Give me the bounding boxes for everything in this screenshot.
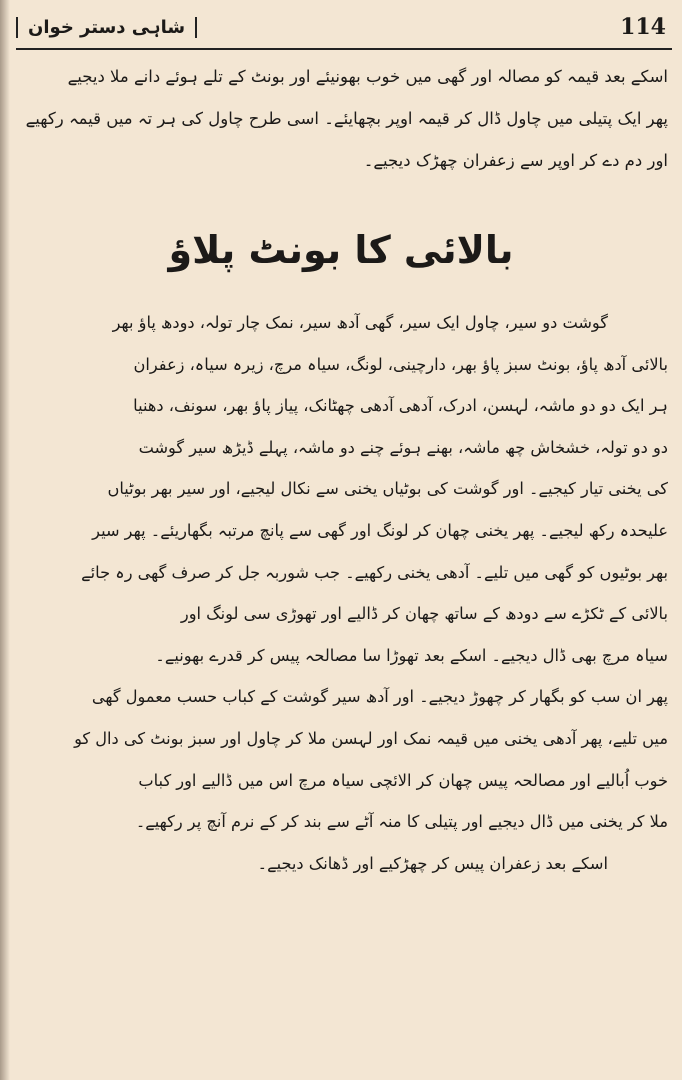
- body-line: اسکے بعد زعفران پیس کر چھڑکیے اور ڈھانک دیجیے۔: [257, 853, 608, 873]
- page-gutter-shadow: [0, 0, 10, 1080]
- intro-line: اور دم دے کر اوپر سے زعفران چھڑک دیجیے۔: [363, 151, 668, 170]
- body-line: بالائی آدھ پاؤ، بونٹ سبز پاؤ بھر، دارچینی، لونگ، سیاہ مرچ، زیرہ سیاہ، زعفران: [133, 354, 668, 374]
- page-header: [16, 6, 672, 50]
- body-line: بالائی کے ٹکڑے سے دودھ کے ساتھ چھان کر ڈالیے اور تھوڑی سی لونگ اور: [180, 604, 668, 624]
- body-line: خوب اُبالیے اور مصالحہ پیس چھان کر الائچی سیاہ مرچ اس میں ڈالیے اور کباب: [138, 770, 668, 790]
- page-number: 114: [620, 14, 666, 40]
- intro-line: اسکے بعد قیمہ کو مصالہ اور گھی میں خوب بھونیئے اور بونٹ کے تلے ہوئے دانے ملا دیجیے: [67, 67, 668, 86]
- body-line: میں تلیے، پھر آدھی یخنی میں قیمہ نمک اور لہسن ملا کر چاول اور سبز بونٹ کی دال کو: [74, 728, 668, 748]
- body-line: دو دو تولہ، خشخاش چھ ماشہ، بھنے ہوئے چنے دو ماشہ، پہلے ڈیڑھ سیر گوشت: [138, 437, 668, 457]
- body-line: علیحدہ رکھ لیجیے۔ پھر یخنی چھان کر لونگ اور گھی سے پانچ مرتبہ بگھاریئے۔ پھر سیر: [92, 520, 668, 540]
- header-title: شاہی دستر خوان: [16, 17, 197, 38]
- recipe-body: [22, 302, 668, 884]
- body-line: گوشت دو سیر، چاول ایک سیر، گھی آدھ سیر، نمک چار تولہ، دودھ پاؤ بھر: [112, 313, 608, 332]
- body-line: پھر ان سب کو بگھار کر چھوڑ دیجیے۔ اور آدھ سیر گوشت کے کباب حسب معمول گھی: [91, 687, 668, 707]
- body-line: ملا کر یخنی میں ڈال دیجیے اور پتیلی کا منہ آٹے سے بند کر کے نرم آنچ پر رکھیے۔: [135, 812, 668, 832]
- intro-paragraph: [22, 56, 668, 182]
- body-line: سیاہ مرچ بھی ڈال دیجیے۔ اسکے بعد تھوڑا سا مصالحہ پیس کر قدرے بھونیے۔: [155, 645, 668, 665]
- body-line: کی یخنی تیار کیجیے۔ اور گوشت کی بوٹیاں یخنی سے نکال لیجیے، اور سیر بھر بوٹیاں: [107, 479, 668, 499]
- recipe-heading: بالائی کا بونٹ پلاؤ: [168, 228, 514, 272]
- body-line: بھر بوٹیوں کو گھی میں تلیے۔ آدھی یخنی رکھیے۔ جب شوربہ جل کر صرف گھی رہ جائے: [81, 562, 668, 582]
- body-line: ہر ایک دو دو ماشہ، لہسن، ادرک، آدھی آدھی چھٹانک، پیاز پاؤ بھر، سونف، دھنیا: [133, 396, 668, 416]
- intro-line: پھر ایک پتیلی میں چاول ڈال کر قیمہ اوپر بچھایئے۔ اسی طرح چاول کی ہر تہ میں قیمہ رکھیے: [25, 109, 668, 128]
